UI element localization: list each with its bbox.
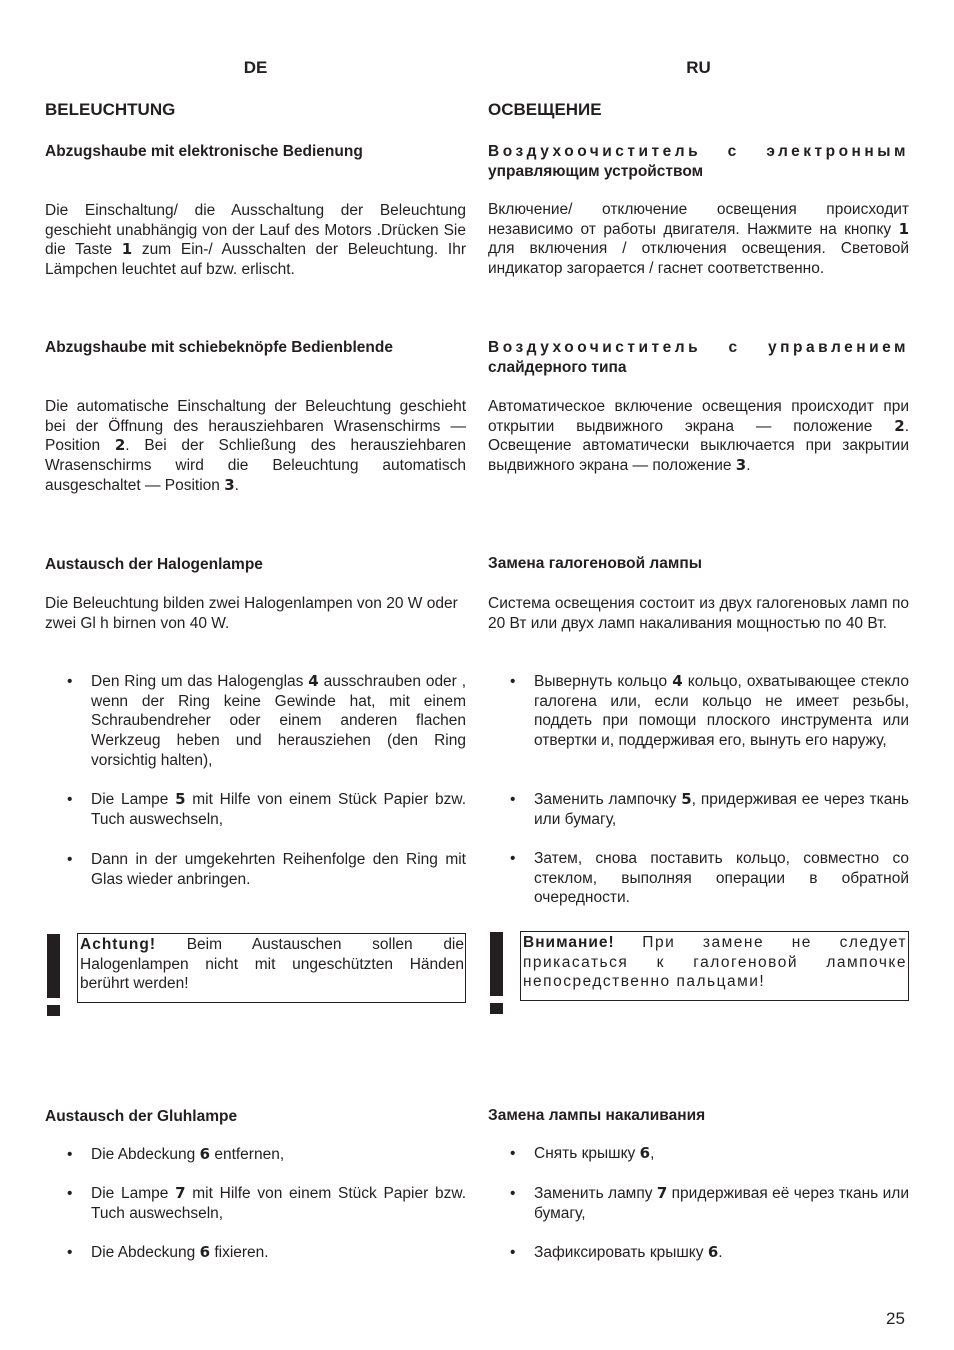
list-item: • Заменить лампочку 5, придерживая ее через ткань или бумагу, (510, 790, 909, 828)
section-title-ru: ОСВЕЩЕНИЕ (488, 100, 602, 119)
language-label-ru: RU (686, 58, 711, 77)
list-item: • Заменить лампу 7 придерживая её через ткань или бумагу, (510, 1184, 909, 1222)
paragraph-electronic-control-de: Die Einschaltung/ die Ausschaltung der Beleuchtung geschieht unabhängig von der Lauf des Motors .Drücken Sie die Taste 1 zum Ein-/ Ausschalten der Beleuchtung. Ihr Lämpchen leuchtet auf bzw. erlischt. (45, 202, 466, 279)
exclamation-dot-icon (47, 1005, 60, 1016)
exclamation-icon (47, 934, 60, 998)
bullet-icon: • (67, 791, 73, 808)
position-number: 3 (735, 456, 747, 475)
paragraph-electronic-control-ru: Включение/ отключение освещения происходит независимо от работы двигателя. Нажмите на кнопку 1 для включения / отключения освещения. Световой индикатор загорается / гаснет соответственно. (488, 201, 909, 278)
position-number: 2 (114, 436, 126, 455)
bullet-icon: • (510, 791, 516, 808)
key-number: 1 (121, 240, 133, 259)
warning-box-de: Achtung! Beim Austauschen sollen die Halogenlampen nicht mit ungeschützten Händen berührt werden! (77, 933, 466, 1003)
heading-bulb-replacement-ru: Замена лампы накаливания (488, 1107, 706, 1124)
paragraph-slider-control-de: Die automatische Einschaltung der Beleuchtung geschieht bei der Öffnung des herausziehbaren Wrasenschirms — Position 2. Bei der Schließung des herausziehbaren Wrasenschirms wird die Beleuchtung automatisch ausgeschaltet — Position 3. (45, 398, 466, 494)
exclamation-dot-icon (490, 1003, 503, 1014)
heading-electronic-control-de: Abzugshaube mit elektronische Bedienung (45, 143, 363, 160)
list-item: • Die Lampe 5 mit Hilfe von einem Stück Papier bzw. Tuch auswechseln, (67, 790, 467, 828)
bullet-icon: • (510, 850, 516, 867)
bullet-icon: • (67, 673, 73, 690)
list-item: • Den Ring um das Halogenglas 4 ausschrauben oder , wenn der Ring keine Gewinde hat, mit einem Schraubendreher oder einem anderen flachen Werkzeug heben und herausziehen (den Ring vorsichtig halten), (67, 672, 467, 769)
paragraph-halogen-intro-de: Die Beleuchtung bilden zwei Halogenlampen von 20 W oder zwei Gl h birnen von 40 W. (45, 595, 458, 632)
list-item: • Снять крышку 6, (510, 1144, 655, 1162)
exclamation-icon (490, 932, 503, 996)
heading-halogen-replacement-ru: Замена галогеновой лампы (488, 555, 702, 572)
language-label-de: DE (243, 58, 268, 77)
bullet-icon: • (510, 1244, 516, 1261)
bullet-icon: • (510, 1185, 516, 1202)
position-number: 3 (224, 475, 235, 494)
list-item: • Затем, снова поставить кольцо, совместно со стеклом, выполняя операции в обратной очередности. (510, 850, 909, 907)
list-item: • Dann in der umgekehrten Reihenfolge den Ring mit Glas wieder anbringen. (67, 851, 466, 888)
warning-box-ru: Внимание! При замене не следует прикасаться к галогеновой лампочке непосредственно пальцами! (520, 931, 909, 1001)
heading-bulb-replacement-de: Austausch der Gluhlampe (45, 1108, 238, 1125)
heading-slider-control-de: Abzugshaube mit schiebeknöpfe Bedienblende (45, 339, 393, 356)
paragraph-slider-control-ru: Автоматическое включение освещения происходит при открытии выдвижного экрана — положение 2. Освещение автоматически выключается при закрытии выдвижного экрана — положение 3. (488, 398, 909, 475)
bullet-icon: • (510, 1145, 516, 1162)
heading-halogen-replacement-de: Austausch der Halogenlampe (45, 556, 263, 573)
paragraph-halogen-intro-ru: Система освещения состоит из двух галогеновых ламп по 20 Вт или двух ламп накаливания мощностью по 40 Вт. (488, 595, 909, 632)
bullet-icon: • (67, 851, 73, 868)
list-item: • Die Lampe 7 mit Hilfe von einem Stück Papier bzw. Tuch auswechseln, (67, 1184, 467, 1222)
bullet-icon: • (67, 1185, 73, 1202)
bullet-icon: • (67, 1244, 73, 1261)
bullet-icon: • (510, 673, 516, 690)
list-item: • Вывернуть кольцо 4 кольцо, охватывающее стекло галогена или, если кольцо не имеет резьбы, поддеть при помощи плоского инструмента или отвертки и, поддерживая его, вынуть его наружу, (510, 672, 909, 750)
page-number: 25 (886, 1309, 905, 1328)
warning-label: Внимание! (523, 934, 615, 951)
heading-electronic-control-ru: Воздухоочиститель с электронным управляющим устройством (488, 143, 909, 180)
bullet-icon: • (67, 1146, 73, 1163)
heading-slider-control-ru: Воздухоочиститель с управлением слайдерного типа (488, 339, 909, 376)
key-number: 1 (898, 219, 909, 238)
warning-label: Achtung! (80, 936, 157, 953)
list-item: • Зафиксировать крышку 6. (510, 1243, 723, 1261)
list-item: • Die Abdeckung 6 entfernen, (67, 1145, 285, 1163)
list-item: • Die Abdeckung 6 fixieren. (67, 1243, 269, 1261)
section-title-de: BELEUCHTUNG (45, 100, 176, 119)
position-number: 2 (894, 416, 905, 435)
